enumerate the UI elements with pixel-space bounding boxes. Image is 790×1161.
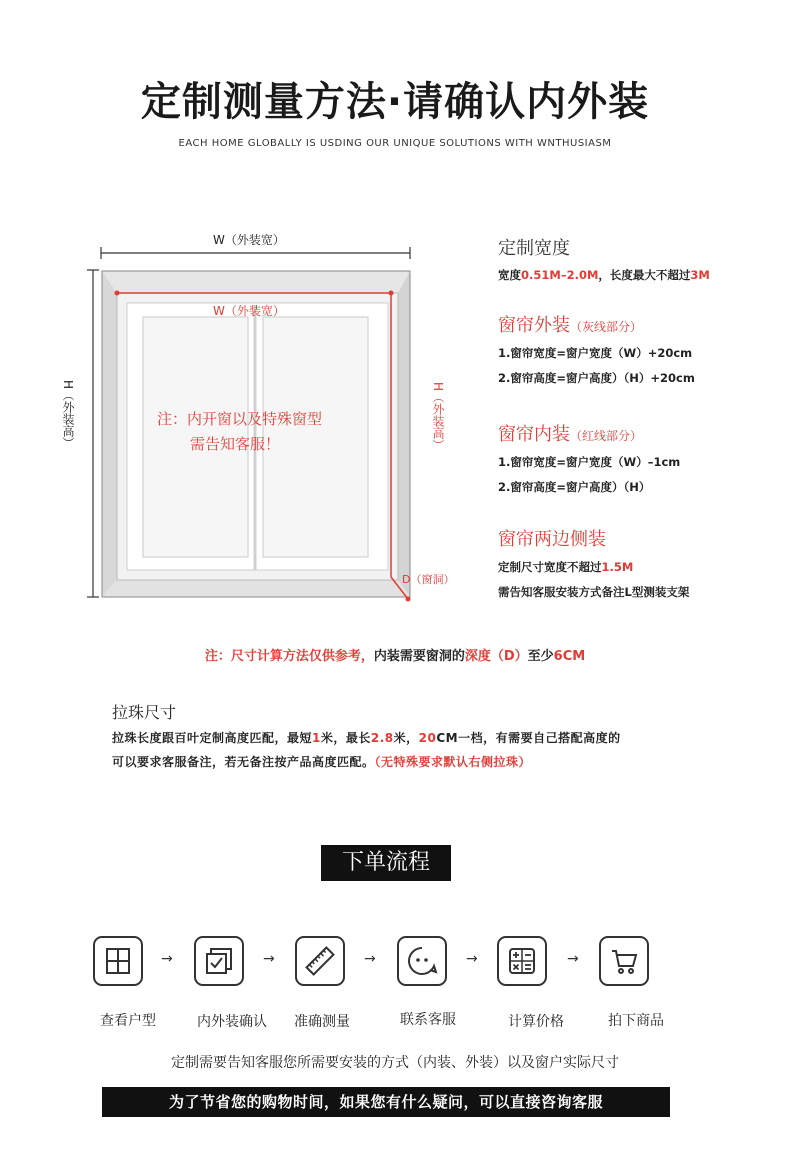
calc-note-part4: 至少 [527,649,554,664]
pull-bead-body [112,726,712,774]
width-spec-pre: 宽度 [498,268,521,282]
diagram-note-line1: 注：内开窗以及特殊窗型 [157,410,323,428]
width-spec-title: 定制宽度 [498,238,570,259]
calculator-icon [497,936,547,986]
calc-note-part1: 注：尺寸计算方法仅供参考， [204,649,374,664]
inner-spec-line1: 1.窗帘宽度=窗户宽度（W）–1cm [498,455,681,469]
side-spec-line1-pre: 定制尺寸宽度不超过 [498,560,602,574]
order-flow-title: 下单流程 [321,845,451,881]
pull-bead-l1-e: 米， [393,731,419,745]
pull-bead-l1-a: 拉珠长度跟百叶定制高度匹配，最短 [112,731,313,745]
footer-note: 定制需要告知客服您所需要安装的方式（内装、外装）以及窗户实际尺寸 [171,1055,619,1071]
side-spec-title: 窗帘两边侧装 [498,529,606,550]
width-spec-line [498,267,783,283]
spec-column [498,234,783,600]
outer-spec-line2: 2.窗帘高度=窗户高度）（H）+20cm [498,371,695,385]
depth-label: D（窗洞） [402,573,455,586]
inner-spec-tag: （红线部分） [570,429,643,443]
inner-width-label: W（外装宽） [213,304,285,318]
side-spec-line1-val: 1.5M [601,560,634,574]
flow-arrow-2: → [263,951,275,967]
outer-spec-tag: （灰线部分） [570,320,643,334]
outer-spec-line1: 1.窗帘宽度=窗户宽度（W）+20cm [498,346,693,360]
pull-bead-l1-f: 20 [418,731,437,745]
outer-height-label: H（外装高） [61,380,75,450]
step-label-5: 计算价格 [508,1014,564,1030]
checkbox-icon [194,936,244,986]
page-title: 定制测量方法·请确认内外装 [140,79,650,125]
chat-face-icon [397,936,447,986]
flow-arrow-4: → [466,951,478,967]
flow-arrow-1: → [161,951,173,967]
pull-bead-l2-b: （无特殊要求默认右侧拉珠） [374,755,532,769]
calc-note-part5: 6CM [553,649,586,664]
calc-note [0,645,790,664]
pull-bead-l1-g: CM一档，有需要自己搭配高度的 [436,731,621,745]
ruler-icon [295,936,345,986]
pull-bead-l1-b: 1 [312,731,321,745]
pull-bead-line1 [112,726,712,750]
calc-note-part3: 深度（D） [464,649,528,664]
inner-spec-title [498,420,783,446]
pull-bead-title: 拉珠尺寸 [112,703,177,722]
outer-spec-title-text: 窗帘外装 [498,315,570,336]
pull-bead-line2 [112,750,712,774]
pull-bead-l1-d: 2.8 [370,731,394,745]
inner-height-label: H（外装高） [431,382,445,452]
outer-spec-title [498,311,783,337]
footer-bar: 为了节省您的购物时间，如果您有什么疑问，可以直接咨询客服 [102,1087,670,1117]
outer-width-label: W（外装宽） [213,233,285,247]
inner-spec-title-text: 窗帘内装 [498,424,570,445]
step-label-6: 拍下商品 [608,1013,664,1029]
step-label-3: 准确测量 [294,1014,350,1030]
window-grid-icon [93,936,143,986]
flow-arrow-3: → [364,951,376,967]
side-spec-line2: 需告知客服安装方式备注L型测装支架 [498,585,690,599]
width-spec-max: 3M [690,268,710,282]
side-spec-line1 [498,559,783,575]
cart-icon [599,936,649,986]
pull-bead-l1-c: 米，最长 [320,731,371,745]
page-subtitle: EACH HOME GLOBALLY IS USDING OUR UNIQUE SOLUTIONS WITH WNTHUSIASM [178,138,612,149]
pull-bead-l2-a: 可以要求客服备注，若无备注按产品高度匹配。 [112,755,375,769]
step-label-1: 查看户型 [100,1013,156,1029]
flow-arrow-5: → [567,951,579,967]
diagram-note-line2: 需告知客服！ [190,435,281,453]
width-spec-mid: ，长度最大不超过 [598,268,691,282]
width-spec-range: 0.51M–2.0M [521,268,599,282]
calc-note-part2: 内装需要窗洞的 [373,649,465,664]
step-label-4: 联系客服 [400,1012,456,1028]
inner-spec-line2: 2.窗帘高度=窗户高度）（H） [498,480,651,494]
step-label-2: 内外装确认 [197,1014,267,1030]
